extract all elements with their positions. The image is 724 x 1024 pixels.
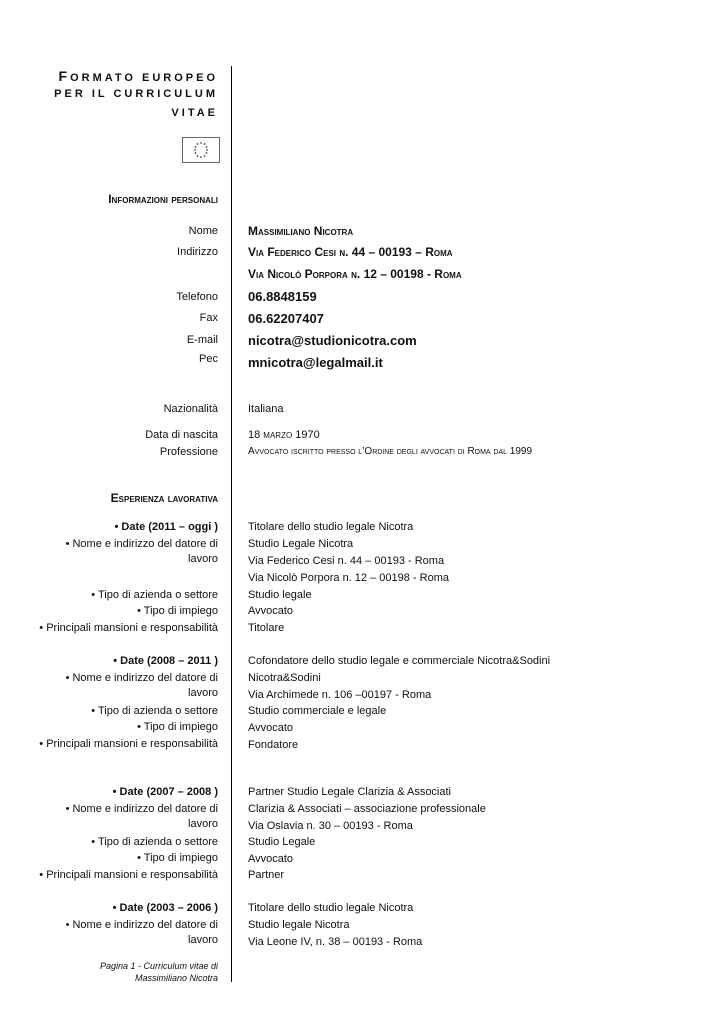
- entry1-duties: Titolare: [248, 622, 285, 634]
- entry2-job: Avvocato: [248, 722, 294, 734]
- entry3-employer-label-2: lavoro: [188, 818, 218, 830]
- entry1-employer-label-2: lavoro: [188, 553, 218, 565]
- value-birth-date: 18 marzo 1970: [248, 429, 320, 441]
- entry1-date: • Date (2011 – oggi ): [114, 521, 218, 533]
- entry3-job-label: • Tipo di impiego: [137, 852, 218, 864]
- entry1-job-label: • Tipo di impiego: [137, 605, 218, 617]
- label-name: Nome: [188, 225, 218, 237]
- entry3-role: Partner Studio Legale Clarizia & Associati: [248, 786, 451, 798]
- label-birth-date: Data di nascita: [145, 429, 218, 441]
- cv-title-line2: PER IL CURRICULUM: [54, 88, 218, 100]
- title-initial: F: [58, 68, 71, 84]
- entry3-address-1: Via Oslavia n. 30 – 00193 - Roma: [248, 820, 413, 832]
- entry4-date: • Date (2003 – 2006 ): [112, 902, 218, 914]
- footer-line-1: Pagina 1 - Curriculum vitae di: [99, 961, 218, 971]
- entry2-date: • Date (2008 – 2011 ): [113, 655, 218, 667]
- entry1-address-1: Via Federico Cesi n. 44 – 00193 - Roma: [248, 555, 445, 567]
- value-fax: 06.62207407: [248, 311, 324, 326]
- value-name: Massimiliano Nicotra: [248, 224, 354, 238]
- entry2-duties: Fondatore: [248, 739, 299, 751]
- label-fax: Fax: [199, 312, 218, 324]
- entry4-role: Titolare dello studio legale Nicotra: [248, 902, 414, 914]
- vertical-divider: [231, 66, 232, 982]
- entry2-sector: Studio commerciale e legale: [248, 705, 387, 717]
- value-nationality: Italiana: [248, 403, 284, 415]
- entry1-job: Avvocato: [248, 605, 294, 617]
- entry2-address-1: Via Archimede n. 106 –00197 - Roma: [248, 689, 432, 701]
- entry3-employer-label-1: • Nome e indirizzo del datore di: [65, 803, 218, 815]
- label-address: Indirizzo: [177, 246, 218, 258]
- entry1-address-2: Via Nicolò Porpora n. 12 – 00198 - Roma: [248, 572, 449, 584]
- cv-title-line3: VITAE: [171, 107, 218, 119]
- entry4-employer-label-2: lavoro: [188, 934, 218, 946]
- entry1-sector-label: • Tipo di azienda o settore: [91, 589, 218, 601]
- entry1-duties-label: • Principali mansioni e responsabilità: [39, 622, 218, 634]
- entry3-employer: Clarizia & Associati – associazione professionale: [248, 803, 486, 815]
- label-nationality: Nazionalità: [163, 403, 218, 415]
- title-rest: ORMATO EUROPEO: [70, 72, 218, 84]
- label-email: E-mail: [186, 334, 218, 346]
- value-profession: Avvocato iscritto presso l’Ordine degli avvocati di Roma dal 1999: [248, 446, 533, 457]
- entry1-role: Titolare dello studio legale Nicotra: [248, 521, 414, 533]
- entry2-job-label: • Tipo di impiego: [137, 721, 218, 733]
- value-address-2: Via Nicolò Porpora n. 12 – 00198 - Roma: [248, 267, 462, 281]
- entry2-employer-label-1: • Nome e indirizzo del datore di: [65, 672, 218, 684]
- entry2-duties-label: • Principali mansioni e responsabilità: [39, 738, 218, 750]
- entry2-employer: Nicotra&Sodini: [248, 672, 321, 684]
- entry2-sector-label: • Tipo di azienda o settore: [91, 705, 218, 717]
- label-pec: Pec: [199, 353, 218, 365]
- label-profession: Professione: [159, 446, 218, 458]
- entry1-sector: Studio legale: [248, 589, 312, 601]
- section-work-experience: Esperienza lavorativa: [110, 491, 218, 505]
- footer-line-2: Massimiliano Nicotra: [134, 973, 218, 983]
- entry3-date: • Date (2007 – 2008 ): [112, 786, 218, 798]
- cv-title-line1: [59, 68, 219, 84]
- entry1-employer: Studio Legale Nicotra: [248, 538, 354, 550]
- entry3-sector: Studio Legale: [248, 836, 316, 848]
- entry3-duties-label: • Principali mansioni e responsabilità: [39, 869, 218, 881]
- section-personal-info: Informazioni personali: [108, 192, 218, 206]
- label-phone: Telefono: [176, 291, 218, 303]
- eu-flag-icon: [182, 137, 220, 163]
- entry3-sector-label: • Tipo di azienda o settore: [91, 836, 218, 848]
- entry3-duties: Partner: [248, 869, 285, 881]
- entry1-employer-label-1: • Nome e indirizzo del datore di: [65, 538, 218, 550]
- entry2-role: Cofondatore dello studio legale e commerciale Nicotra&Sodini: [248, 655, 551, 667]
- entry4-address-1: Via Leone IV, n. 38 – 00193 - Roma: [248, 936, 423, 948]
- value-email[interactable]: nicotra@studionicotra.com: [248, 333, 417, 348]
- value-address-1: Via Federico Cesi n. 44 – 00193 – Roma: [248, 245, 453, 259]
- value-pec[interactable]: mnicotra@legalmail.it: [248, 355, 383, 370]
- entry3-job: Avvocato: [248, 853, 294, 865]
- entry4-employer-label-1: • Nome e indirizzo del datore di: [65, 919, 218, 931]
- value-phone: 06.8848159: [248, 289, 317, 304]
- entry4-employer: Studio legale Nicotra: [248, 919, 350, 931]
- entry2-employer-label-2: lavoro: [188, 687, 218, 699]
